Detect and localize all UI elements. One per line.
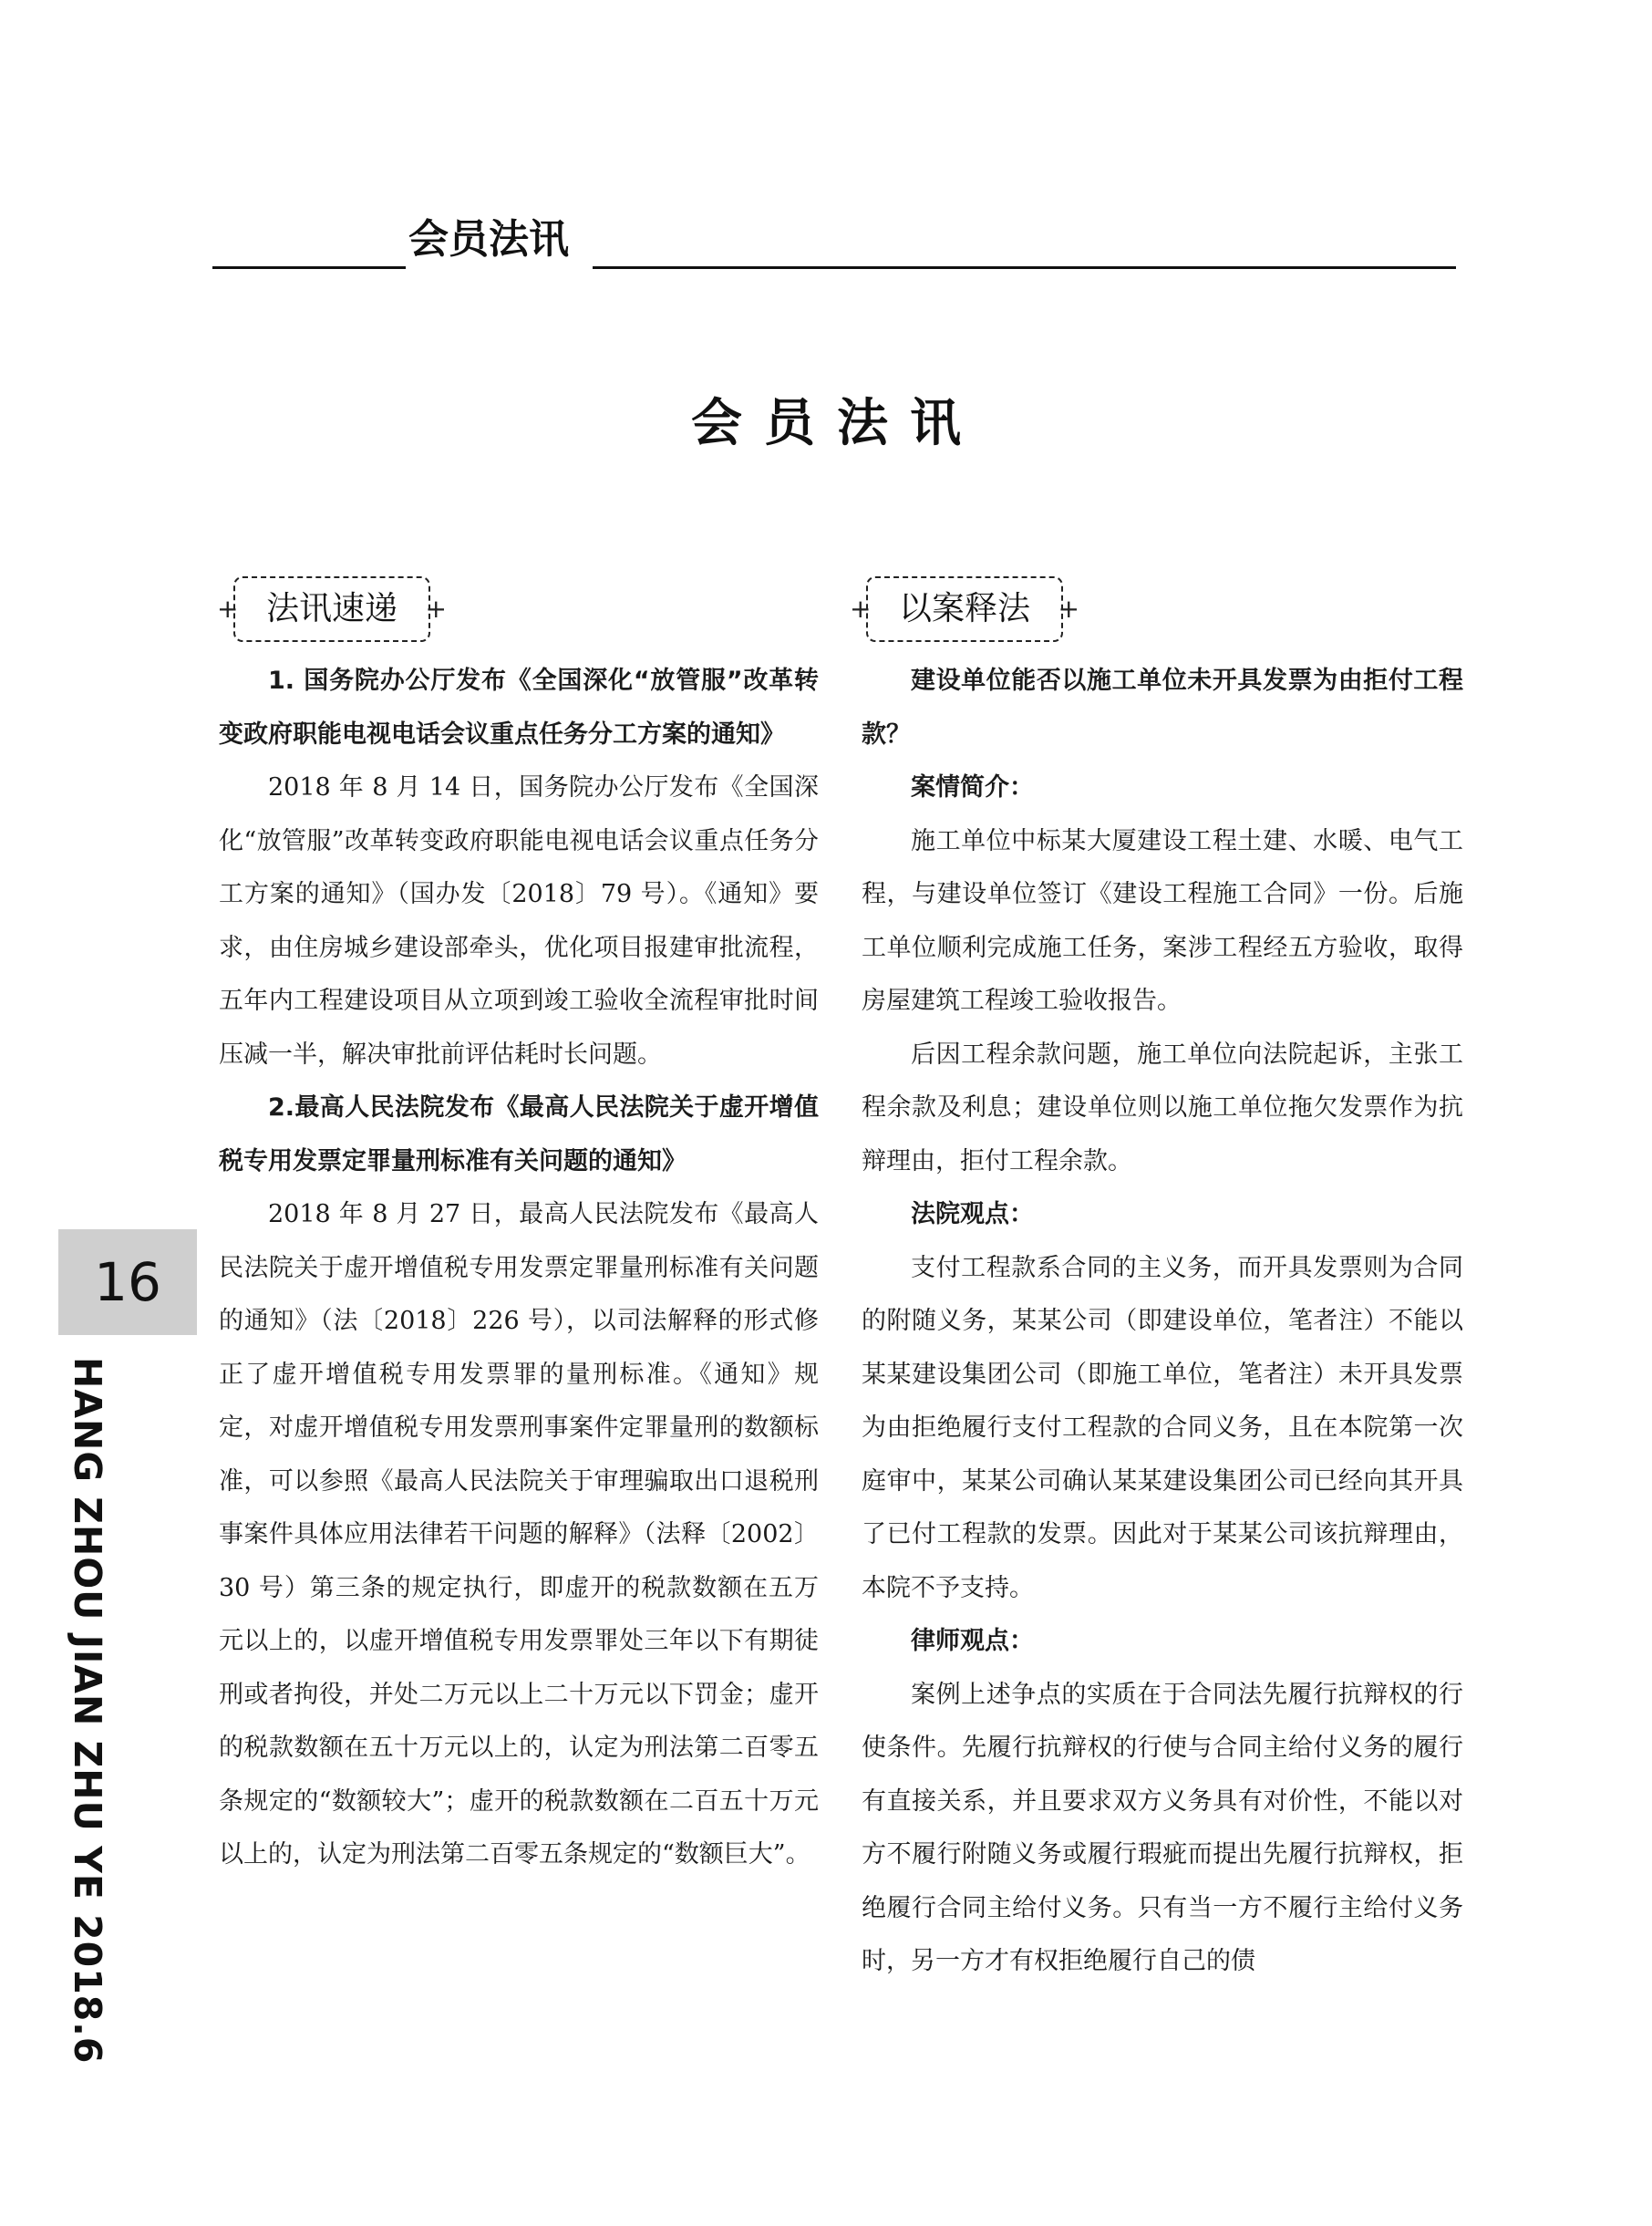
right-column	[862, 655, 1463, 1989]
case-summary-para: 后因工程余款问题，施工单位向法院起诉，主张工程余款及利息；建设单位则以施工单位拖欠发票作为抗辩理由，拒付工程余款。	[862, 1040, 1463, 1175]
news-2-heading: 2.最高人民法院发布《最高人民法院关于虚开增值税专用发票定罪量刑标准有关问题的通知》	[219, 1093, 819, 1175]
case-question: 建设单位能否以施工单位未开具发票为由拒付工程款？	[862, 667, 1463, 749]
header-rule-left	[212, 266, 406, 269]
lawyer-view-para: 案例上述争点的实质在于合同法先履行抗辩权的行使条件。先履行抗辩权的行使与合同主给付义务的履行有直接关系，并且要求双方义务具有对价性，不能以对方不履行附随义务或履行瑕疵而提出先履行抗辩权，拒绝履行合同主给付义务。只有当一方不履行主给付义务时，另一方才有权拒绝履行自己的债	[862, 1680, 1463, 1975]
page-number: 16	[58, 1229, 197, 1335]
left-column	[219, 655, 819, 1882]
lawyer-view-heading: 律师观点：	[911, 1627, 1034, 1655]
news-1-body: 2018 年 8 月 14 日，国务院办公厅发布《全国深化“放管服”改革转变政府职能电视电话会议重点任务分工方案的通知》（国办发〔2018〕79 号）。《通知》要求，由住房城乡建设部牵头，优化项目报建审批流程，五年内工程建设项目从立项到竣工验收全流程审批时间压减一半，解决审批前评估耗时长问题。	[219, 773, 819, 1069]
section-tag-case-study: + 以案释法 +	[866, 576, 1063, 642]
court-view-para: 支付工程款系合同的主义务，而开具发票则为合同的附随义务，某某公司（即建设单位，笔者注）不能以某某建设集团公司（即施工单位，笔者注）未开具发票为由拒绝履行支付工程款的合同义务，且在本院第一次庭审中，某某公司确认某某建设集团公司已经向其开具了已付工程款的发票。因此对于某某公司该抗辩理由，本院不予支持。	[862, 1253, 1463, 1602]
case-summary-para: 施工单位中标某大厦建设工程土建、水暖、电气工程，与建设单位签订《建设工程施工合同》一份。后施工单位顺利完成施工任务，案涉工程经五方验收，取得房屋建筑工程竣工验收报告。	[862, 826, 1463, 1015]
court-view-heading: 法院观点：	[911, 1200, 1034, 1228]
news-1-heading: 1. 国务院办公厅发布《全国深化“放管服”改革转变政府职能电视电话会议重点任务分工方案的通知》	[219, 667, 819, 749]
header-rule-right	[593, 266, 1456, 269]
running-header-title: 会员法讯	[408, 216, 569, 263]
case-summary-heading: 案情简介：	[911, 773, 1034, 802]
section-tag-legal-news: + 法讯速递 +	[233, 576, 430, 642]
news-2-body: 2018 年 8 月 27 日，最高人民法院发布《最高人民法院关于虚开增值税专用发票定罪量刑标准有关问题的通知》（法〔2018〕226 号），以司法解释的形式修正了虚开增值税专用发票罪的量刑标准。《通知》规定，对虚开增值税专用发票刑事案件定罪量刑的数额标准，可以参照《最高人民法院关于审理骗取出口退税刑事案件具体应用法律若干问题的解释》（法释〔2002〕30 号）第三条的规定执行，即虚开的税款数额在五万元以上的，以虚开增值税专用发票罪处三年以下有期徒刑或者拘役，并处二万元以上二十万元以下罚金；虚开的税款数额在五十万元以上的，认定为刑法第二百零五条规定的“数额较大”；虚开的税款数额在二百五十万元以上的，认定为刑法第二百零五条规定的“数额巨大”。	[219, 1200, 819, 1869]
journal-vertical-title: HANG ZHOU JIAN ZHU YE 2018.6	[66, 1357, 109, 2065]
page-title: 会员法讯	[691, 394, 983, 453]
